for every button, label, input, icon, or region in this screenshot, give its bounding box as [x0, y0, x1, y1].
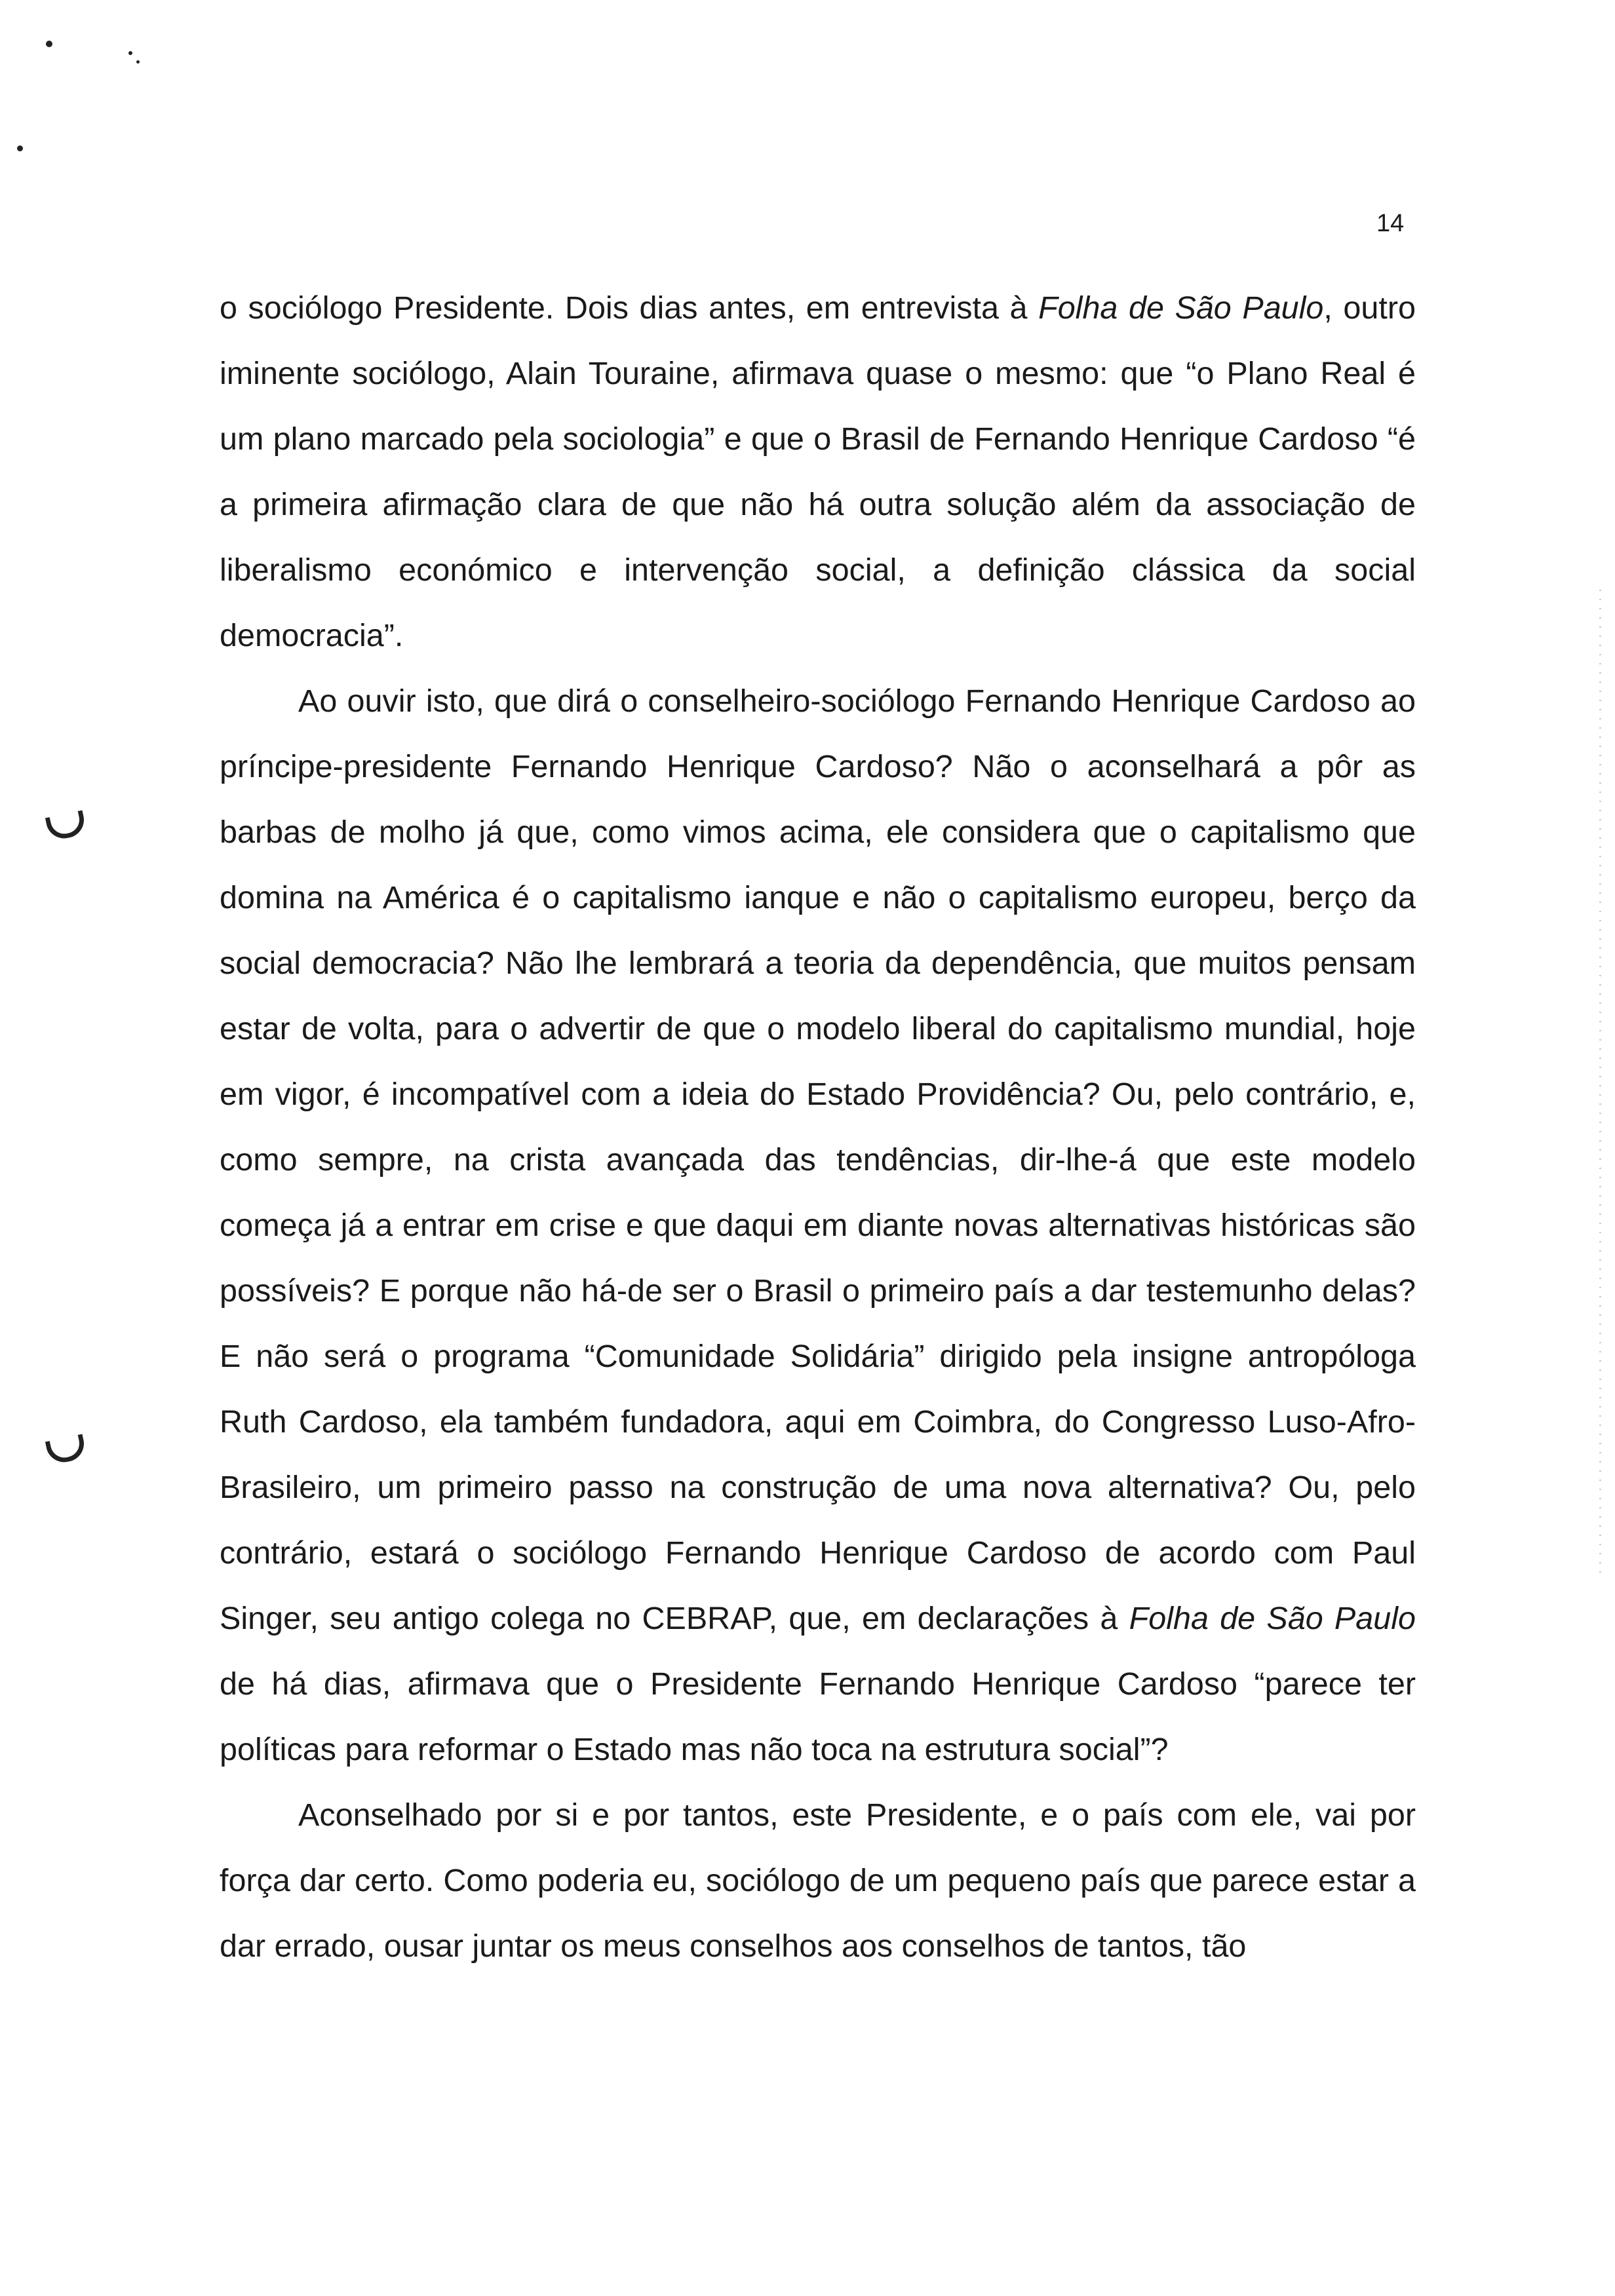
page-number: 14	[1376, 210, 1405, 237]
newspaper-title: Folha de São Paulo	[1129, 1601, 1416, 1636]
scan-edge-noise	[1599, 590, 1601, 1573]
paragraph-3-text-1: Aconselhado por si e por tantos, este Presidente, e o país com ele, vai por força dar certo. Como poderia eu, sociólogo de um pequeno país que parece estar a dar errado, ousar juntar os meus conselhos aos conselhos de tantos, tão	[220, 1797, 1416, 1964]
paragraph-2-text-1: Ao ouvir isto, que dirá o conselheiro-sociólogo Fernando Henrique Cardoso ao príncipe-presidente Fernando Henrique Cardoso? Não o aconselhará a pôr as barbas de molho já que, como vimos acima, ele considera que o capitalismo que domina na América é o capitalismo ianque e não o capitalismo europeu, berço da social democracia? Não lhe lembrará a teoria da dependência, que muitos pensam estar de volta, para o advertir de que o modelo liberal do capitalismo mundial, hoje em vigor, é incompatível com a ideia do Estado Providência? Ou, pelo contrário, e, como sempre, na crista avançada das tendências, dir-lhe-á que este modelo começa já a entrar em crise e que daqui em diante novas alternativas históricas são possíveis? E porque não há-de ser o Brasil o primeiro país a dar testemunho delas? E não será o programa “Comunidade Solidária” dirigido pela insigne antropóloga Ruth Cardoso, ela também fundadora, aqui em Coimbra, do Congresso Luso-Afro-Brasileiro, um primeiro passo na construção de uma nova alternativa? Ou, pelo contrário, estará o sociólogo Fernando Henrique Cardoso de acordo com Paul Singer, seu antigo colega no CEBRAP, que, em declarações à	[220, 683, 1416, 1636]
paragraph-2	[220, 668, 1416, 1782]
paragraph-2-text-2: de há dias, afirmava que o Presidente Fernando Henrique Cardoso “parece ter políticas para reformar o Estado mas não toca na estrutura social”?	[220, 1666, 1416, 1767]
paragraph-1-text-1: o sociólogo Presidente. Dois dias antes, em entrevista à	[220, 290, 1039, 326]
newspaper-title: Folha de São Paulo	[1038, 290, 1324, 326]
paragraph-1-text-2: , outro iminente sociólogo, Alain Touraine, afirmava quase o mesmo: que “o Plano Real é um plano marcado pela sociologia” e que o Brasil de Fernando Henrique Cardoso “é a primeira afirmação clara de que não há outra solução além da associação de liberalismo económico e intervenção social, a definição clássica da social democracia”.	[220, 290, 1416, 653]
scan-speck	[46, 41, 52, 47]
margin-check-mark	[45, 1434, 87, 1465]
paragraph-1	[220, 275, 1416, 668]
scan-speck	[136, 60, 140, 64]
paragraph-3	[220, 1782, 1416, 1979]
body-text	[220, 275, 1416, 1979]
margin-check-mark	[45, 810, 87, 841]
scan-speck	[128, 51, 132, 55]
scan-speck	[17, 145, 23, 151]
